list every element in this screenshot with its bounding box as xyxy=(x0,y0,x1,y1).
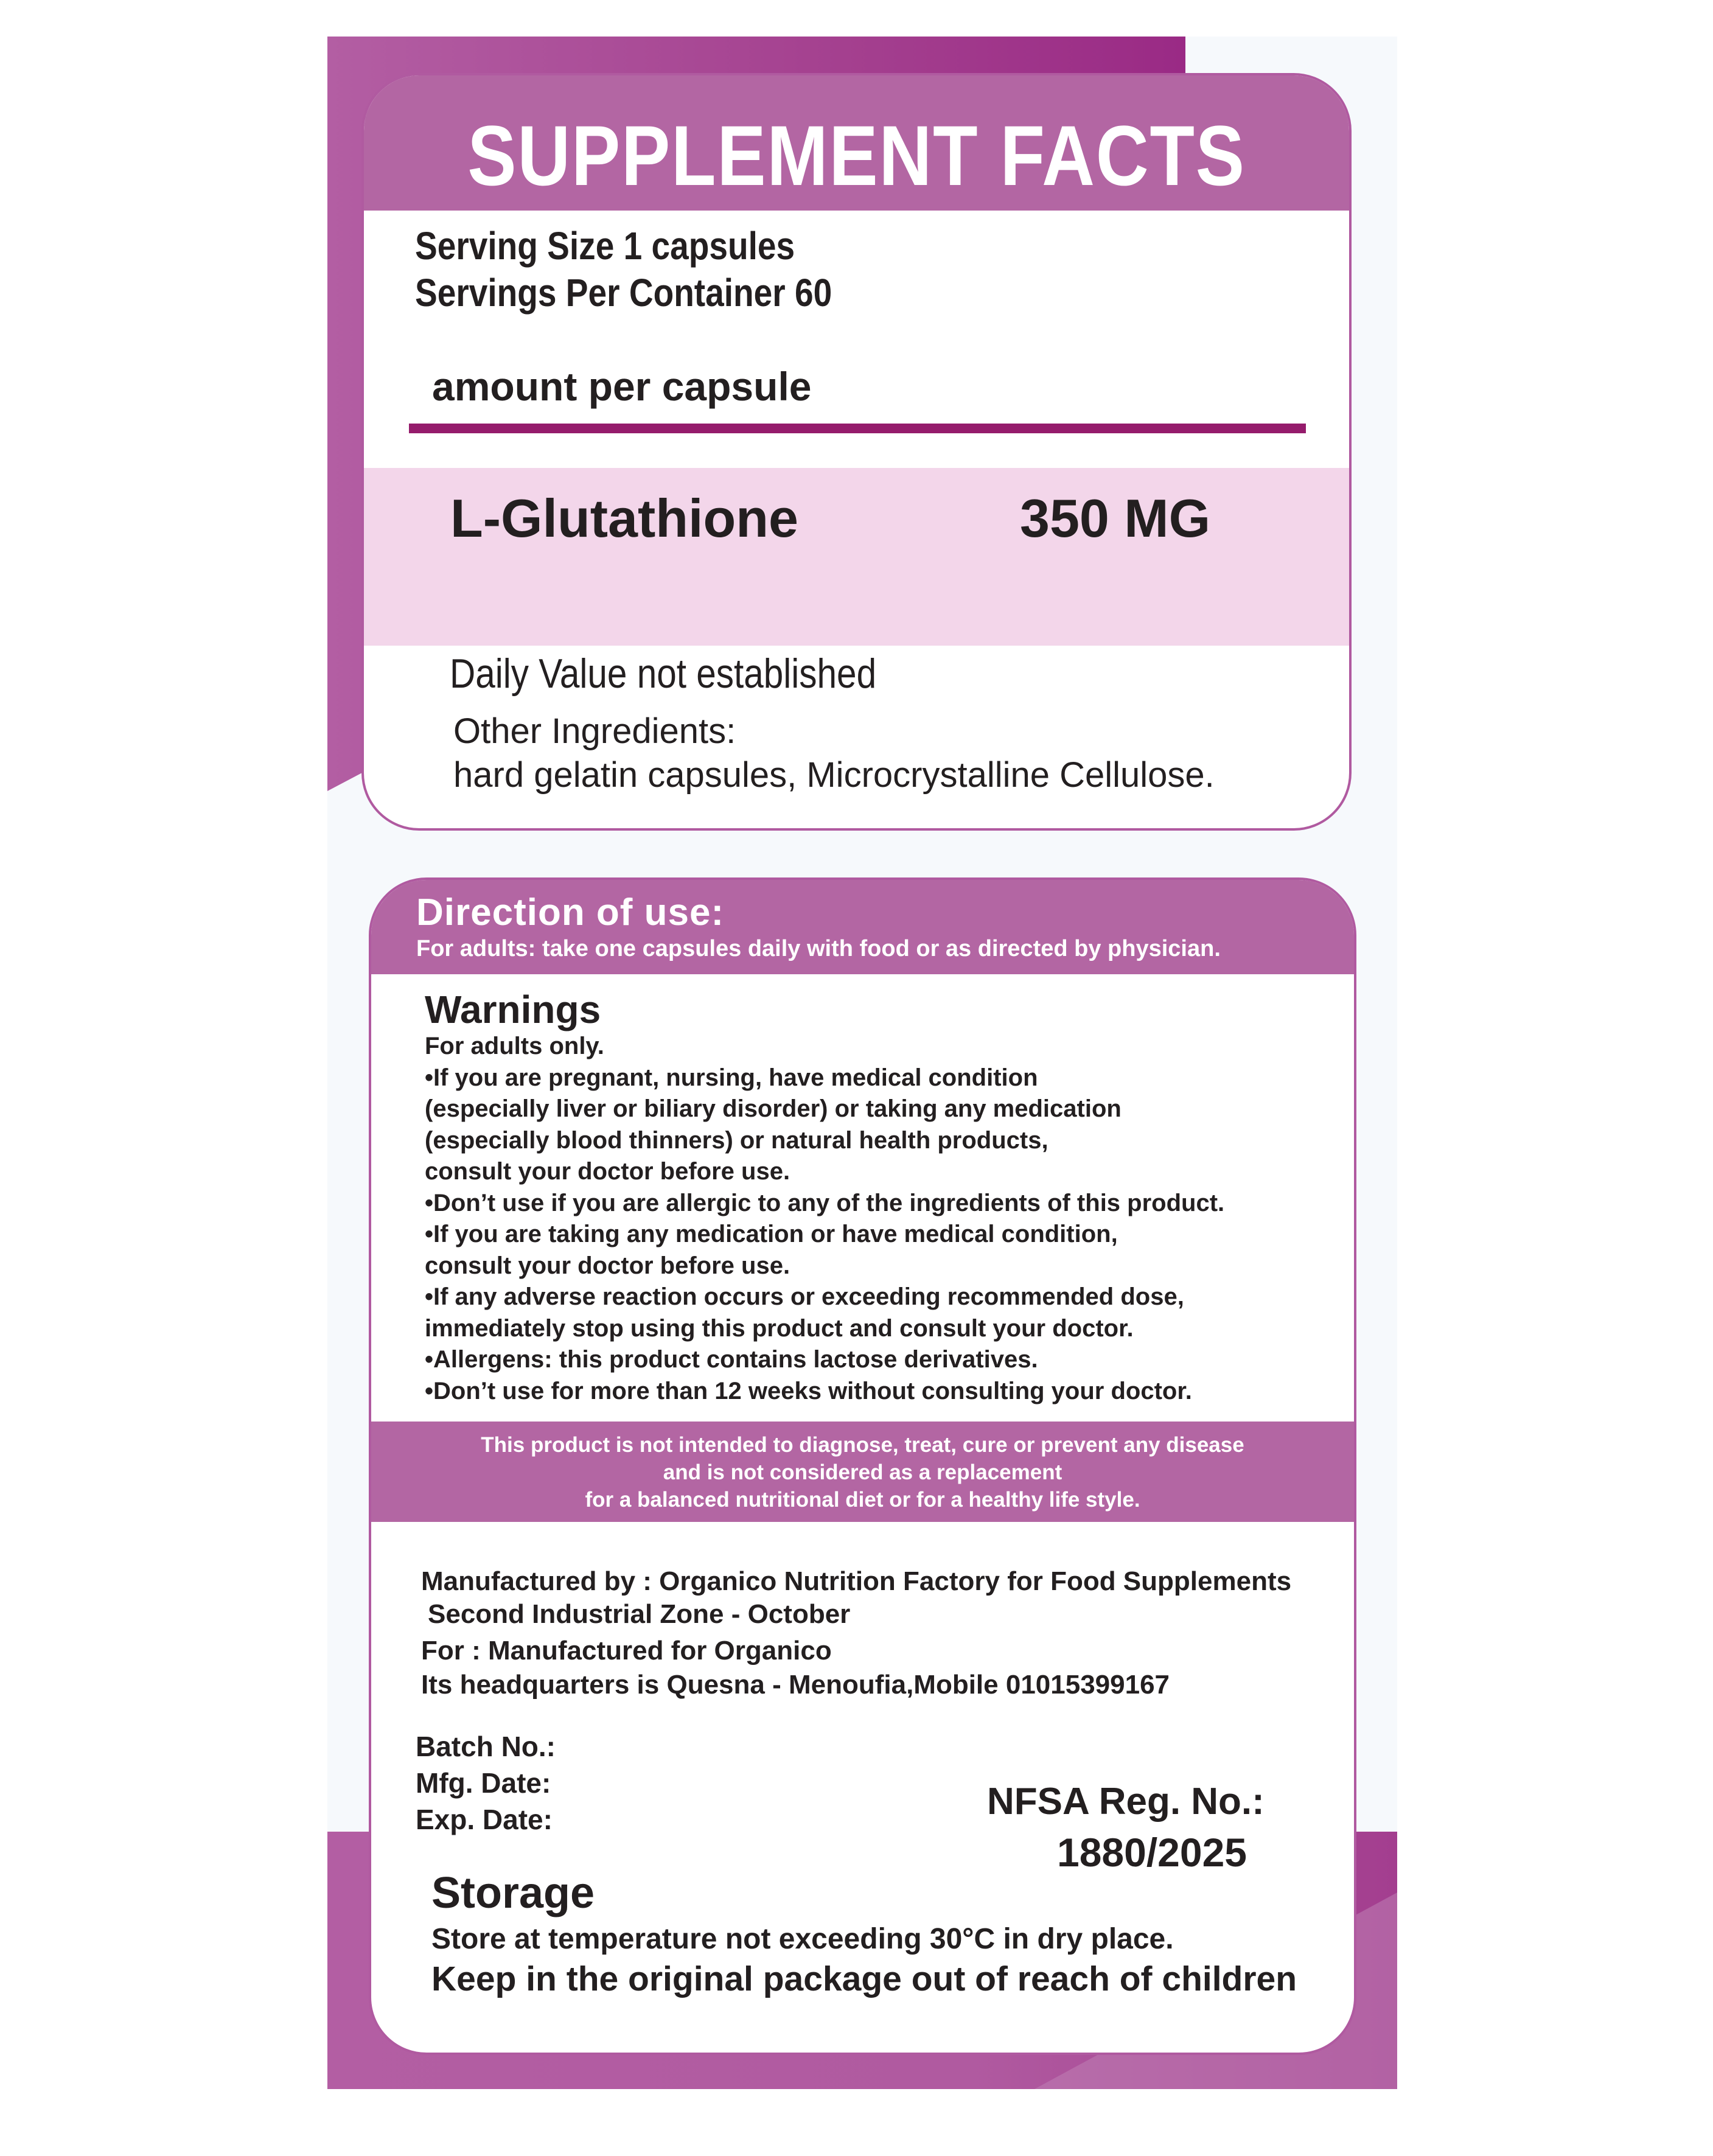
amount-per-capsule-label: amount per capsule xyxy=(432,364,812,409)
warning-line: •If any adverse reaction occurs or exceeding recommended dose, xyxy=(425,1283,1184,1310)
warning-line: immediately stop using this product and consult your doctor. xyxy=(425,1314,1134,1342)
other-ingredients-list: hard gelatin capsules, Microcrystalline Cellulose. xyxy=(453,755,1215,795)
daily-value-note: Daily Value not established xyxy=(450,651,877,697)
warning-line: •Don’t use if you are allergic to any of the ingredients of this product. xyxy=(425,1189,1225,1216)
manufactured-for-line: For : Manufactured for Organico xyxy=(421,1636,832,1666)
supplement-facts-card xyxy=(361,73,1352,831)
direction-text: For adults: take one capsules daily with food or as directed by physician. xyxy=(416,936,1221,961)
manufacturer-address: Second Industrial Zone - October xyxy=(428,1599,851,1629)
warnings-title: Warnings xyxy=(425,988,601,1031)
warning-line: consult your doctor before use. xyxy=(425,1158,790,1185)
disclaimer-line: This product is not intended to diagnose, treat, cure or prevent any disease xyxy=(481,1433,1244,1457)
warning-line: •If you are pregnant, nursing, have medical condition xyxy=(425,1064,1038,1091)
storage-temperature: Store at temperature not exceeding 30°C in dry place. xyxy=(431,1923,1174,1955)
warning-line: •If you are taking any medication or have medical condition, xyxy=(425,1221,1118,1247)
servings-per-container: Servings Per Container 60 xyxy=(415,271,832,315)
warning-line: •Allergens: this product contains lactose derivatives. xyxy=(425,1346,1038,1373)
supplement-facts-title: SUPPLEMENT FACTS xyxy=(467,108,1246,203)
ingredient-name: L-Glutathione xyxy=(450,488,798,548)
warning-line: •Don’t use for more than 12 weeks without consulting your doctor. xyxy=(425,1377,1192,1404)
mfg-date-label: Mfg. Date: xyxy=(416,1767,551,1799)
manufacturer-line: Manufactured by : Organico Nutrition Factory for Food Supplements xyxy=(421,1566,1292,1596)
warnings-list xyxy=(425,1031,1224,1407)
disclaimer-line: and is not considered as a replacement xyxy=(663,1460,1062,1484)
registration-label: NFSA Reg. No.: xyxy=(987,1781,1265,1823)
warning-line: (especially blood thinners) or natural health products, xyxy=(425,1126,1048,1154)
serving-size: Serving Size 1 capsules xyxy=(415,224,795,268)
batch-number-label: Batch No.: xyxy=(416,1731,556,1762)
warning-line: For adults only. xyxy=(425,1033,604,1059)
storage-title: Storage xyxy=(431,1869,595,1917)
storage-children-warning: Keep in the original package out of reach of children xyxy=(431,1959,1297,1998)
other-ingredients-label: Other Ingredients: xyxy=(453,711,736,751)
registration-number: 1880/2025 xyxy=(1057,1830,1247,1875)
warning-line: (especially liver or biliary disorder) or taking any medication xyxy=(425,1095,1122,1122)
direction-header xyxy=(371,880,1354,974)
disclaimer-line: for a balanced nutritional diet or for a healthy life style. xyxy=(585,1488,1140,1512)
usage-info-card xyxy=(369,877,1356,2055)
ingredient-amount: 350 MG xyxy=(1020,488,1211,548)
exp-date-label: Exp. Date: xyxy=(416,1804,553,1835)
disclaimer-band xyxy=(371,1422,1354,1522)
section-divider xyxy=(409,424,1306,433)
direction-title: Direction of use: xyxy=(416,891,725,933)
warning-line: consult your doctor before use. xyxy=(425,1252,790,1279)
supplement-facts-header xyxy=(364,75,1349,211)
headquarters-line: Its headquarters is Quesna - Menoufia,Mobile 01015399167 xyxy=(421,1670,1170,1700)
